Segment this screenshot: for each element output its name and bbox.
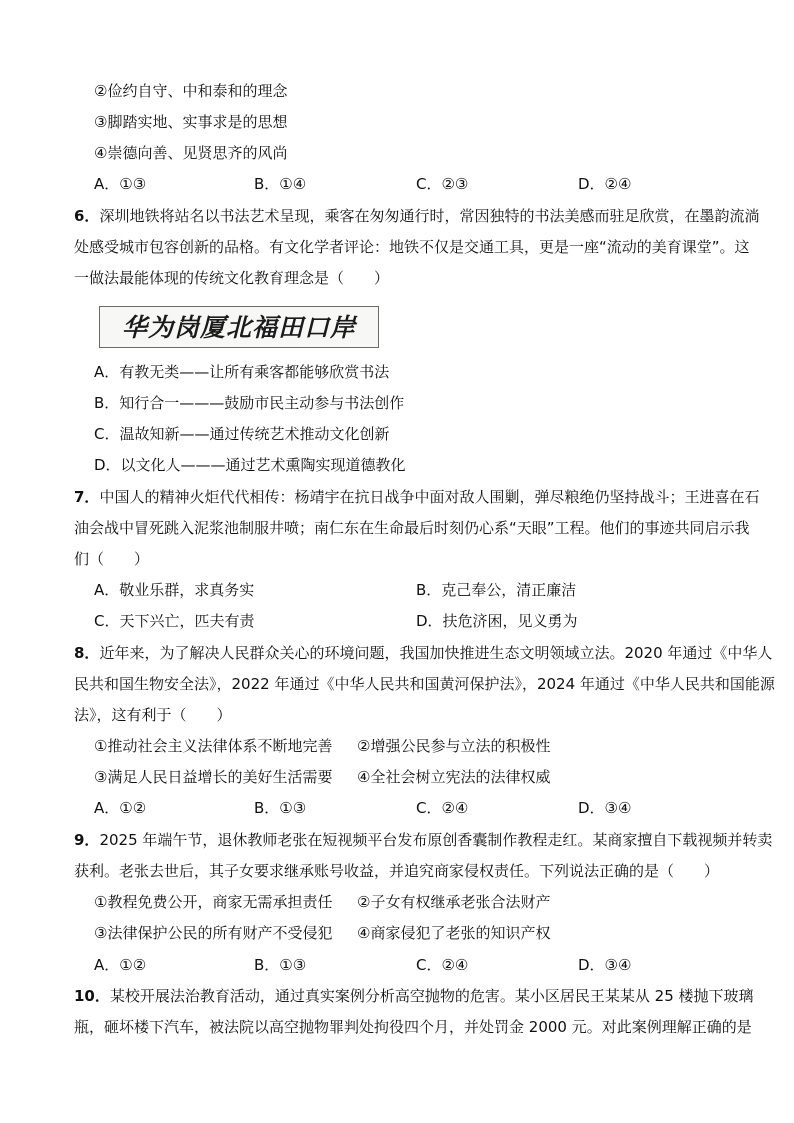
q9-item-3: ③法律保护公民的所有财产不受侵犯 <box>94 924 333 942</box>
q8-item-4: ④全社会树立宪法的法律权威 <box>357 768 551 786</box>
q5-option-b: B．①④ <box>254 175 307 193</box>
q6-number: 6． <box>74 207 100 225</box>
q5-option-d: D．②④ <box>578 175 632 193</box>
q8-item-3: ③满足人民日益增长的美好生活需要 <box>94 768 333 786</box>
calligraphy-text: 华为岗厦北福田口岸 <box>121 313 357 342</box>
q7-option-c: C．天下兴亡，匹夫有责 <box>94 612 255 630</box>
q5-option-c: C．②③ <box>416 175 469 193</box>
q5-item-2: ②俭约自守、中和泰和的理念 <box>94 82 288 100</box>
q6-option-d: D．以文化人———通过艺术熏陶实现道德教化 <box>94 456 406 474</box>
q6-option-c: C．温故知新——通过传统艺术推动文化创新 <box>94 425 390 443</box>
q8-option-d: D．③④ <box>578 799 632 817</box>
q5-item-3: ③脚踏实地、实事求是的思想 <box>94 113 288 131</box>
q10-stem-line-1: 10．某校开展法治教育活动，通过真实案例分析高空抛物的危害。某小区居民王某某从 25 楼抛下玻璃 <box>74 987 754 1005</box>
q6-option-b: B．知行合一———鼓励市民主动参与书法创作 <box>94 394 405 412</box>
q9-number: 9． <box>74 831 100 849</box>
q8-option-a: A．①② <box>94 799 147 817</box>
q6-option-a: A．有教无类——让所有乘客都能够欣赏书法 <box>94 363 390 381</box>
q7-stem-line-2: 油会战中冒死跳入泥浆池制服井喷；南仁东在生命最后时刻仍心系“天眼”工程。他们的事迹共同启示我 <box>74 519 750 537</box>
q8-number: 8． <box>74 644 100 662</box>
q7-option-a: A．敬业乐群，求真务实 <box>94 581 255 599</box>
q10-number: 10． <box>74 987 110 1005</box>
q9-option-b: B．①③ <box>254 956 307 974</box>
q9-option-d: D．③④ <box>578 956 632 974</box>
q8-item-2: ②增强公民参与立法的积极性 <box>357 737 551 755</box>
q10-stem-line-2: 瓶，砸坏楼下汽车，被法院以高空抛物罪判处拘役四个月，并处罚金 2000 元。对此案例理解正确的是 <box>74 1018 752 1036</box>
q9-stem-line-2: 获利。老张去世后，其子女要求继承账号收益，并追究商家侵权责任。下列说法正确的是（ ） <box>74 862 720 880</box>
q6-stem-line-1: 6．深圳地铁将站名以书法艺术呈现，乘客在匆匆通行时，常因独特的书法美感而驻足欣赏，在墨韵流淌 <box>74 207 760 225</box>
q9-option-c: C．②④ <box>416 956 469 974</box>
q9-option-a: A．①② <box>94 956 147 974</box>
q9-item-4: ④商家侵犯了老张的知识产权 <box>357 924 551 942</box>
q9-item-1: ①教程免费公开，商家无需承担责任 <box>94 893 333 911</box>
q7-option-d: D．扶危济困，见义勇为 <box>416 612 578 630</box>
q7-number: 7． <box>74 488 100 506</box>
q8-item-1: ①推动社会主义法律体系不断地完善 <box>94 737 333 755</box>
q6-stem-line-3: 一做法最能体现的传统文化教育理念是（ ） <box>74 269 390 287</box>
q8-stem-line-1: 8．近年来，为了解决人民群众关心的环境问题，我国加快推进生态文明领域立法。2020 年通过《中华人 <box>74 644 773 662</box>
q7-stem-line-3: 们（ ） <box>74 550 150 568</box>
q8-stem-line-3: 法》，这有利于（ ） <box>74 706 232 724</box>
calligraphy-station-sign-image <box>99 306 379 348</box>
q6-stem-line-2: 处感受城市包容创新的品格。有文化学者评论：地铁不仅是交通工具，更是一座“流动的美育课堂”。这 <box>74 238 750 256</box>
q7-stem-line-1: 7．中国人的精神火炬代代相传：杨靖宇在抗日战争中面对敌人围剿，弹尽粮绝仍坚持战斗；王进喜在石 <box>74 488 760 506</box>
q5-item-4: ④崇德向善、见贤思齐的风尚 <box>94 144 288 162</box>
q7-option-b: B．克己奉公，清正廉洁 <box>416 581 577 599</box>
q9-item-2: ②子女有权继承老张合法财产 <box>357 893 551 911</box>
q8-stem-line-2: 民共和国生物安全法》，2022 年通过《中华人民共和国黄河保护法》，2024 年通过《中华人民共和国能源 <box>74 675 775 693</box>
q5-option-a: A．①③ <box>94 175 147 193</box>
q8-option-c: C．②④ <box>416 799 469 817</box>
q8-option-b: B．①③ <box>254 799 307 817</box>
q9-stem-line-1: 9．2025 年端午节，退休教师老张在短视频平台发布原创香囊制作教程走红。某商家擅自下载视频并转卖 <box>74 831 773 849</box>
